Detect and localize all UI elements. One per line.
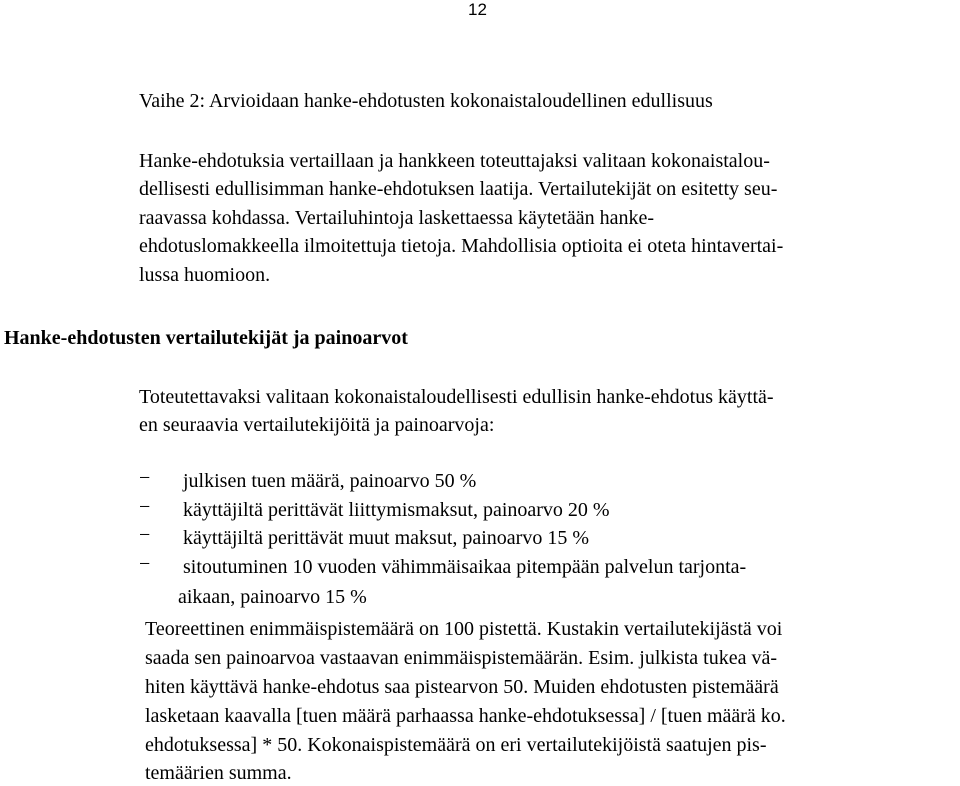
bullet-dash: −	[139, 553, 151, 575]
intro-line: dellisesti edullisimman hanke-ehdotuksen laatija. Vertailutekijät on esitetty seu-	[139, 178, 778, 200]
criteria-text: käyttäjiltä perittävät muut maksut, painoarvo 15 %	[183, 527, 590, 549]
intro-line: ehdotuslomakkeella ilmoitettuja tietoja. Mahdollisia optioita ei oteta hintavertai-	[139, 235, 784, 257]
phase-heading: Vaihe 2: Arvioidaan hanke-ehdotusten kokonaistaloudellinen edullisuus	[139, 90, 713, 112]
scoring-line: ehdotuksessa] * 50. Kokonaispistemäärä on eri vertailutekijöistä saatujen pis-	[145, 734, 767, 756]
bullet-dash: −	[139, 467, 151, 489]
criteria-text: aikaan, painoarvo 15 %	[178, 586, 367, 608]
section-heading: Hanke-ehdotusten vertailutekijät ja painoarvot	[4, 327, 408, 349]
criteria-text: sitoutuminen 10 vuoden vähimmäisaikaa pitempään palvelun tarjonta-	[183, 556, 747, 578]
scoring-line: temäärien summa.	[145, 762, 292, 784]
scoring-line: saada sen painoarvoa vastaavan enimmäispistemäärän. Esim. julkista tukea vä-	[145, 647, 778, 669]
scoring-line: hiten käyttävä hanke-ehdotus saa pistearvon 50. Muiden ehdotusten pistemäärä	[145, 676, 779, 698]
bullet-dash: −	[139, 496, 151, 518]
intro-line: raavassa kohdassa. Vertailuhintoja laskettaessa käytetään hanke-	[139, 207, 654, 229]
scoring-line: lasketaan kaavalla [tuen määrä parhaassa hanke-ehdotuksessa] / [tuen määrä ko.	[145, 705, 786, 727]
selection-line: Toteutettavaksi valitaan kokonaistaloudellisesti edullisin hanke-ehdotus käyttä-	[139, 386, 774, 408]
page-number: 12	[468, 0, 487, 19]
scoring-line: Teoreettinen enimmäispistemäärä on 100 pistettä. Kustakin vertailutekijästä voi	[145, 618, 783, 640]
intro-line: lussa huomioon.	[139, 264, 271, 286]
bullet-dash: −	[139, 524, 151, 546]
selection-line: en seuraavia vertailutekijöitä ja painoarvoja:	[139, 414, 495, 436]
criteria-text: julkisen tuen määrä, painoarvo 50 %	[183, 470, 477, 492]
criteria-text: käyttäjiltä perittävät liittymismaksut, painoarvo 20 %	[183, 499, 610, 521]
intro-line: Hanke-ehdotuksia vertaillaan ja hankkeen toteuttajaksi valitaan kokonaistalou-	[139, 150, 770, 172]
